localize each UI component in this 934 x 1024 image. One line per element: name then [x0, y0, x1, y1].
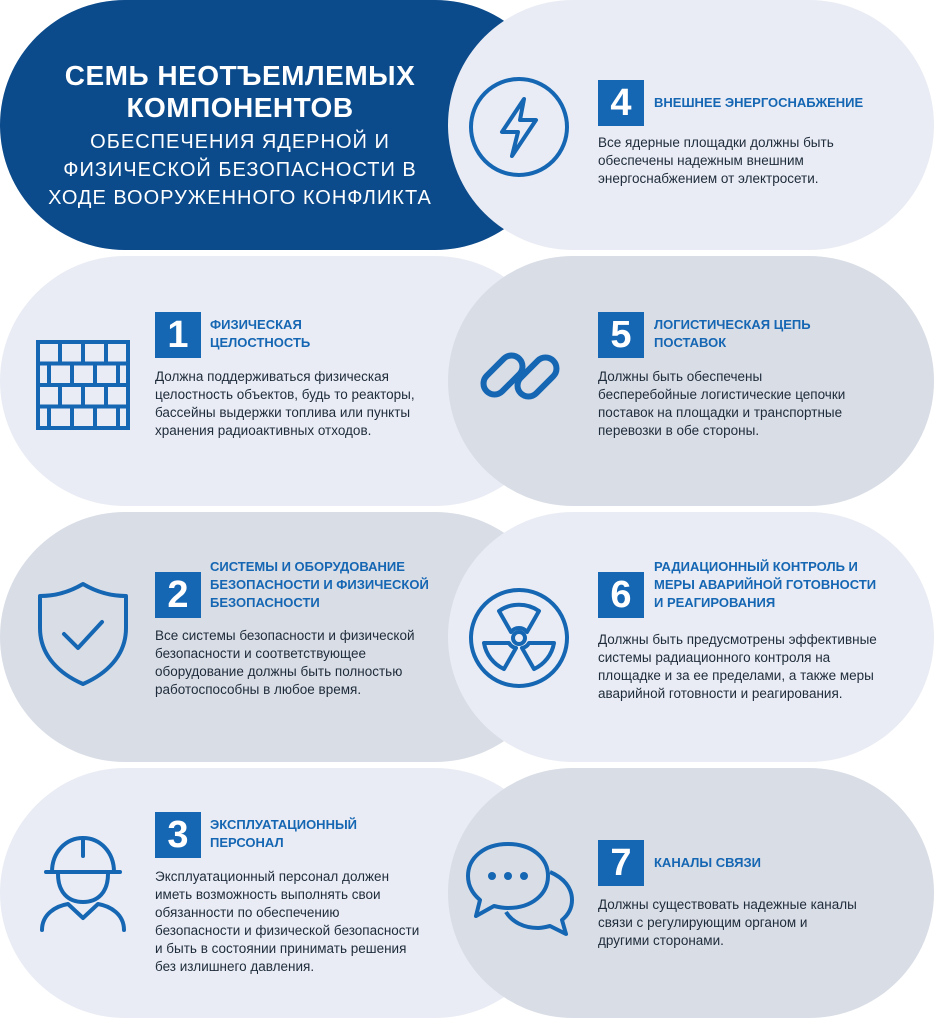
component-5-number: 5 [598, 312, 644, 358]
component-1-title: ФИЗИЧЕСКАЯ ЦЕЛОСТНОСТЬ [210, 317, 311, 350]
component-6-number: 6 [598, 572, 644, 618]
component-1-number: 1 [155, 312, 201, 358]
component-4-number: 4 [598, 80, 644, 126]
shield-check-icon [36, 580, 130, 688]
chat-bubbles-icon [464, 838, 576, 940]
radiation-icon [466, 585, 572, 691]
component-2-description: Все системы безопасности и физической безопасности и соответствующее оборудование должны быть полностью работоспособны в любое время. [155, 628, 415, 697]
component-3-title: ЭКСПЛУАТАЦИОННЫЙ ПЕРСОНАЛ [210, 817, 358, 850]
component-7-description: Должны существовать надежные каналы связи с регулирующим органом и другими сторонами. [598, 897, 857, 948]
component-1-description: Должна поддерживаться физическая целостность объектов, будь то реакторы, бассейны выдержки топлива или пункты хранения радиоактивных отходов. [155, 369, 415, 438]
worker-hardhat-icon [38, 830, 128, 932]
component-6-description: Должны быть предусмотрены эффективные системы радиационного контроля на площадке и за ее пределами, а также меры аварийной готовности и реагирования. [598, 632, 877, 701]
component-4-title: ВНЕШНЕЕ ЭНЕРГОСНАБЖЕНИЕ [654, 95, 864, 110]
component-2-title: СИСТЕМЫ И ОБОРУДОВАНИЕ БЕЗОПАСНОСТИ И ФИЗИЧЕСКОЙ БЕЗОПАСНОСТИ [210, 559, 429, 610]
component-3-description: Эксплуатационный персонал должен иметь возможность выполнять свои обязанности по обеспечению безопасности и физической безопасности и быть в состоянии принимать решения без излишнего давления. [155, 869, 420, 974]
component-7-title: КАНАЛЫ СВЯЗИ [654, 855, 762, 870]
component-5-title: ЛОГИСТИЧЕСКАЯ ЦЕПЬ ПОСТАВОК [654, 317, 811, 350]
component-7-number: 7 [598, 840, 644, 886]
page-title: СЕМЬ НЕОТЪЕМЛЕМЫХ КОМПОНЕНТОВ [64, 60, 416, 123]
page-subtitle: ОБЕСПЕЧЕНИЯ ЯДЕРНОЙ И ФИЗИЧЕСКОЙ БЕЗОПАСНОСТИ В ХОДЕ ВООРУЖЕННОГО КОНФЛИКТА [48, 131, 432, 209]
chain-link-icon [478, 334, 562, 418]
brick-wall-icon [36, 340, 130, 430]
component-3-number: 3 [155, 812, 201, 858]
component-2-number: 2 [155, 572, 201, 618]
component-4-description: Все ядерные площадки должны быть обеспечены надежным внешним энергоснабжением от электросети. [598, 135, 834, 186]
component-6-title: РАДИАЦИОННЫЙ КОНТРОЛЬ И МЕРЫ АВАРИЙНОЙ ГОТОВНОСТИ И РЕАГИРОВАНИЯ [654, 559, 877, 610]
lightning-bolt-icon [466, 74, 572, 180]
component-5-description: Должны быть обеспечены бесперебойные логистические цепочки поставок на площадки и транспортные перевозки в обе стороны. [598, 369, 846, 438]
